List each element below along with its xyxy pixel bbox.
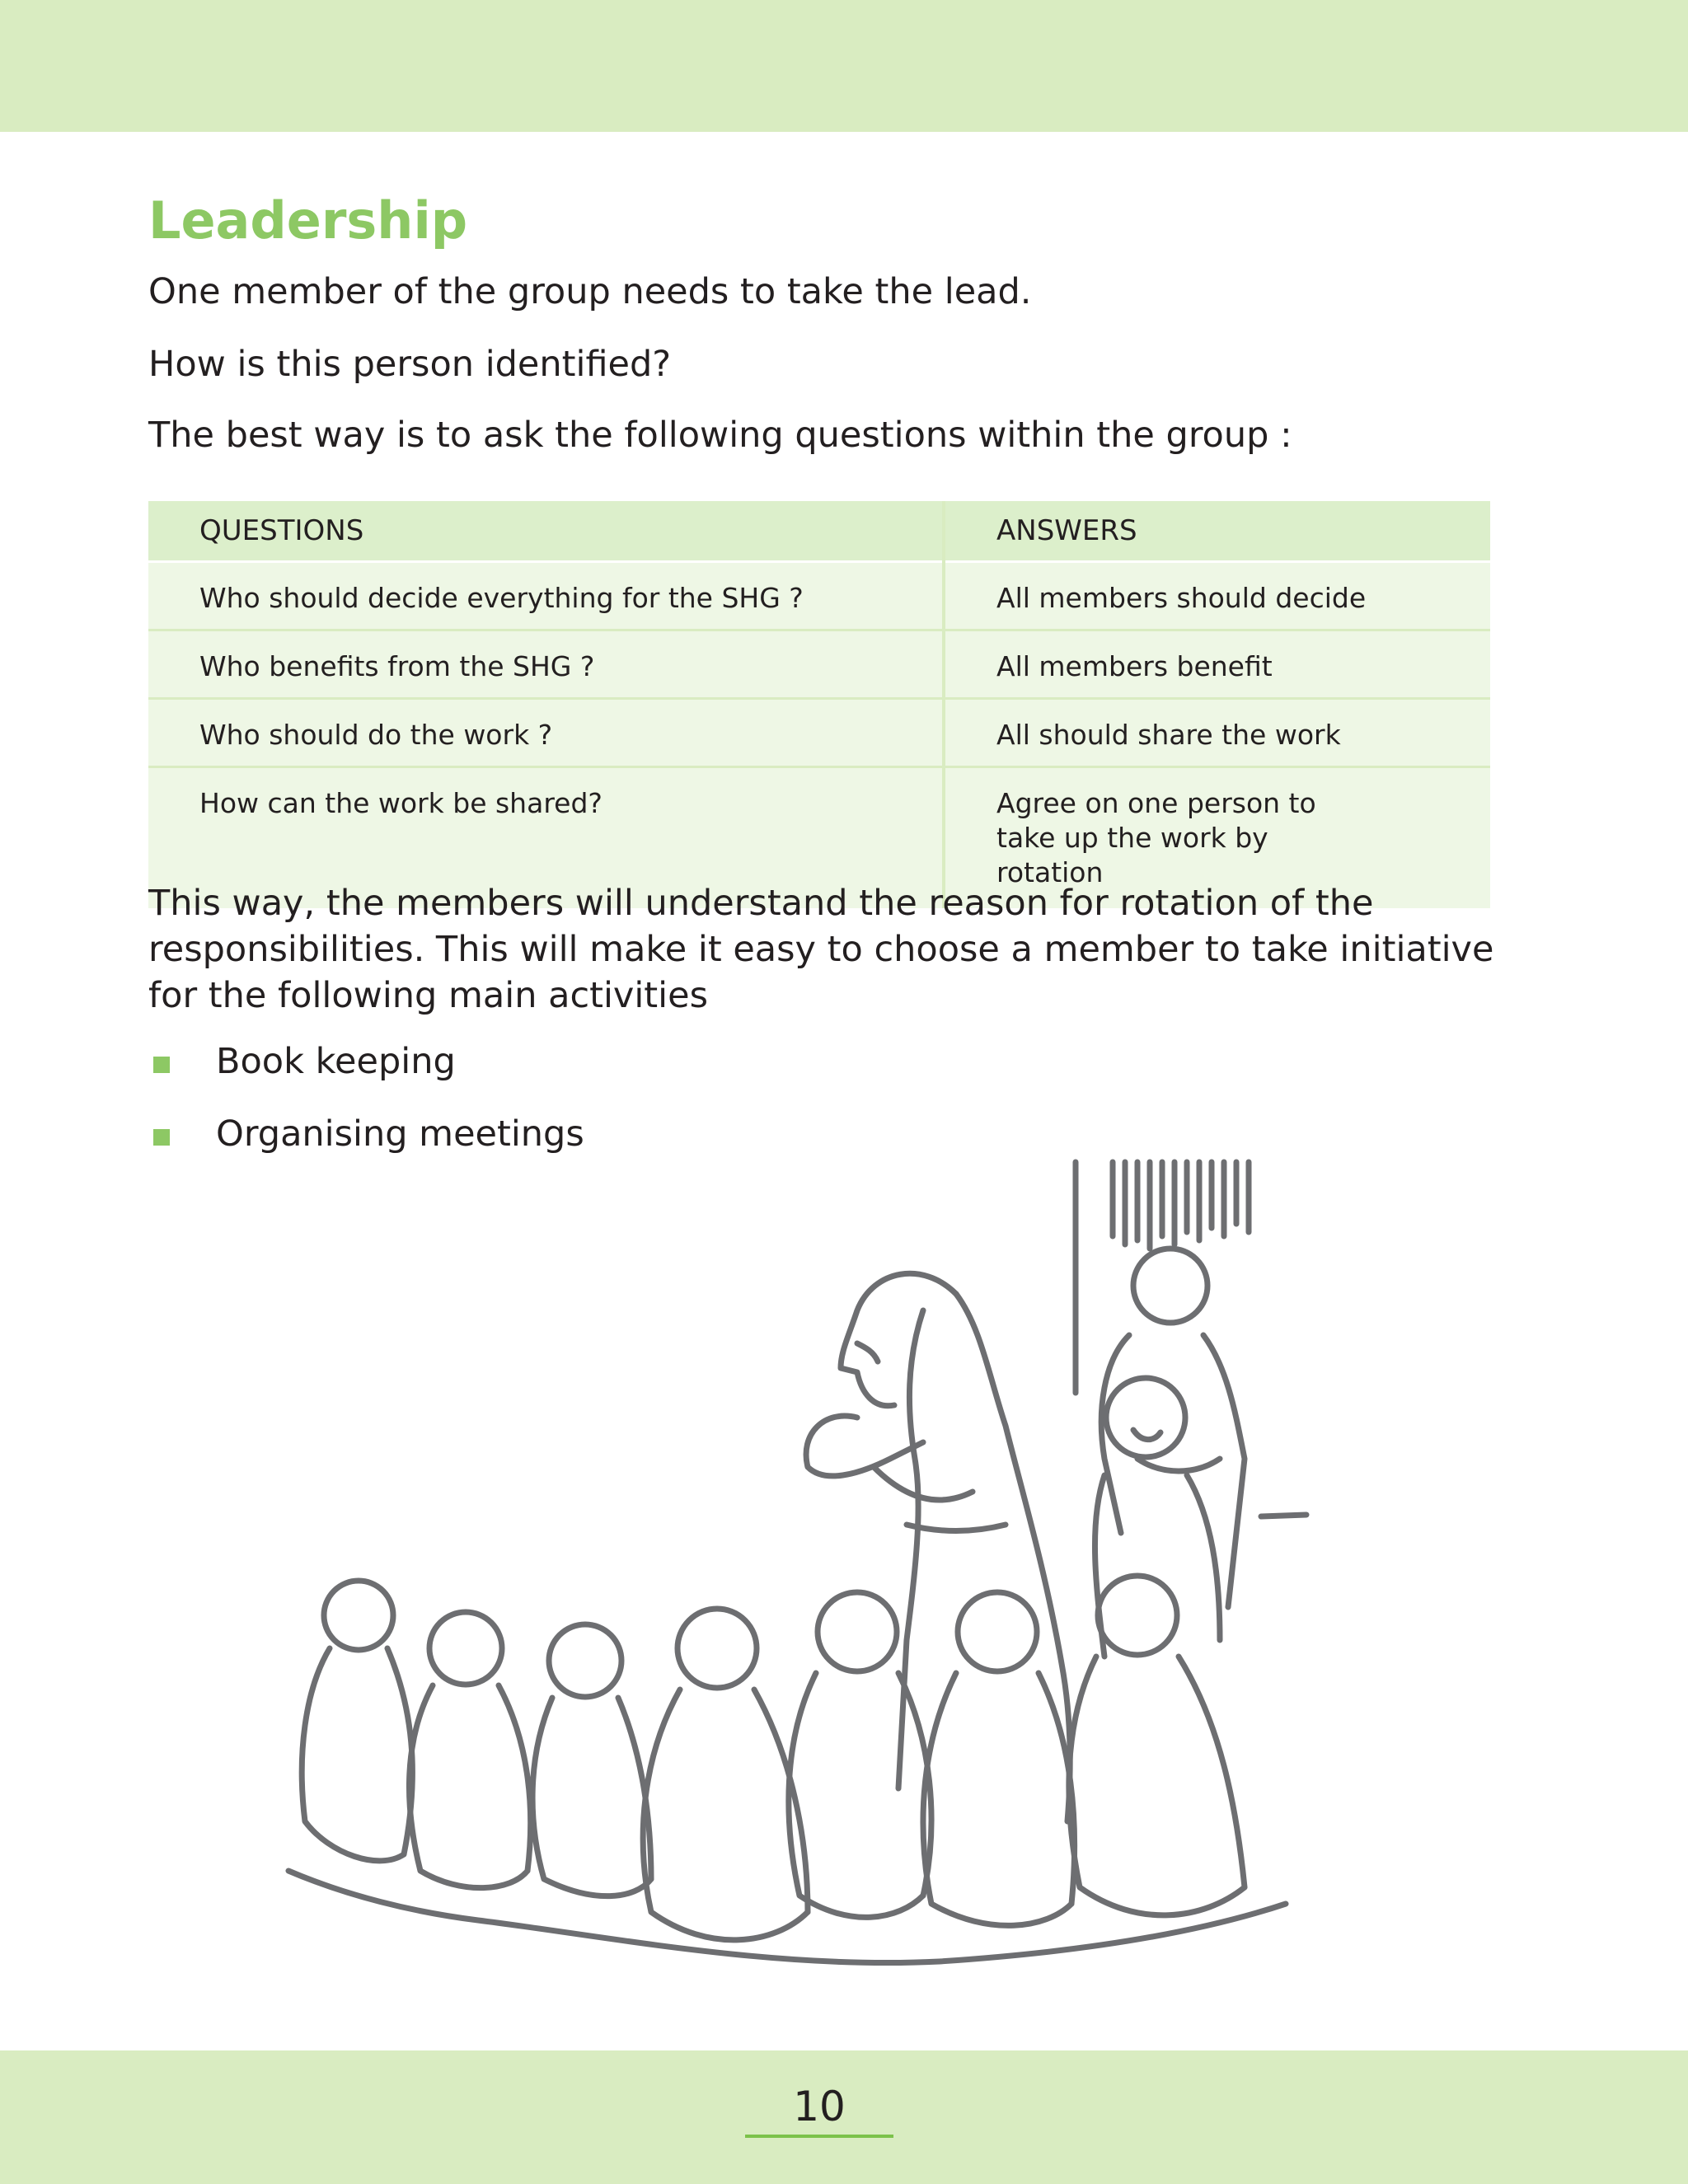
answer-cell: All members benefit (944, 630, 1490, 699)
answer-cell: Agree on one person to take up the work by rotation (944, 767, 1490, 909)
question-cell: Who should decide everything for the SHG ? (148, 562, 944, 630)
intro-line-2: How is this person identified? (148, 344, 672, 385)
square-bullet-icon (153, 1129, 170, 1146)
question-cell: Who should do the work ? (148, 699, 944, 767)
speaking-man-figure (1095, 1378, 1306, 1657)
section-heading: Leadership (148, 190, 468, 251)
answer-cell: All should share the work (944, 699, 1490, 767)
table-row (148, 562, 1490, 630)
answers-column-header: ANSWERS (944, 501, 1490, 562)
intro-line-1: One member of the group needs to take the lead. (148, 271, 1032, 312)
standing-man-figure (1101, 1249, 1245, 1607)
question-cell: How can the work be shared? (148, 767, 944, 909)
standing-leader-figure (806, 1273, 1070, 1821)
questions-answers-table (148, 501, 1490, 908)
intro-line-3: The best way is to ask the following questions within the group : (148, 415, 1292, 456)
table-row (148, 699, 1490, 767)
list-item-label: Organising meetings (216, 1113, 584, 1155)
table-header-row (148, 501, 1490, 562)
seated-crowd (288, 1576, 1286, 1963)
group-meeting-illustration (280, 1146, 1335, 2003)
page-number: 10 (745, 2079, 893, 2138)
list-item-label: Book keeping (216, 1041, 456, 1082)
question-cell: Who benefits from the SHG ? (148, 630, 944, 699)
body-paragraph: This way, the members will understand the reason for rotation of the responsibilities. This will make it easy to choose a member to take initiative for the following main activities (148, 883, 1494, 1016)
square-bullet-icon (153, 1057, 170, 1073)
table-row (148, 630, 1490, 699)
top-color-band (0, 0, 1688, 132)
questions-column-header: QUESTIONS (148, 501, 944, 562)
list-item (148, 1038, 584, 1111)
answer-cell: All members should decide (944, 562, 1490, 630)
window-bars (1076, 1162, 1249, 1393)
